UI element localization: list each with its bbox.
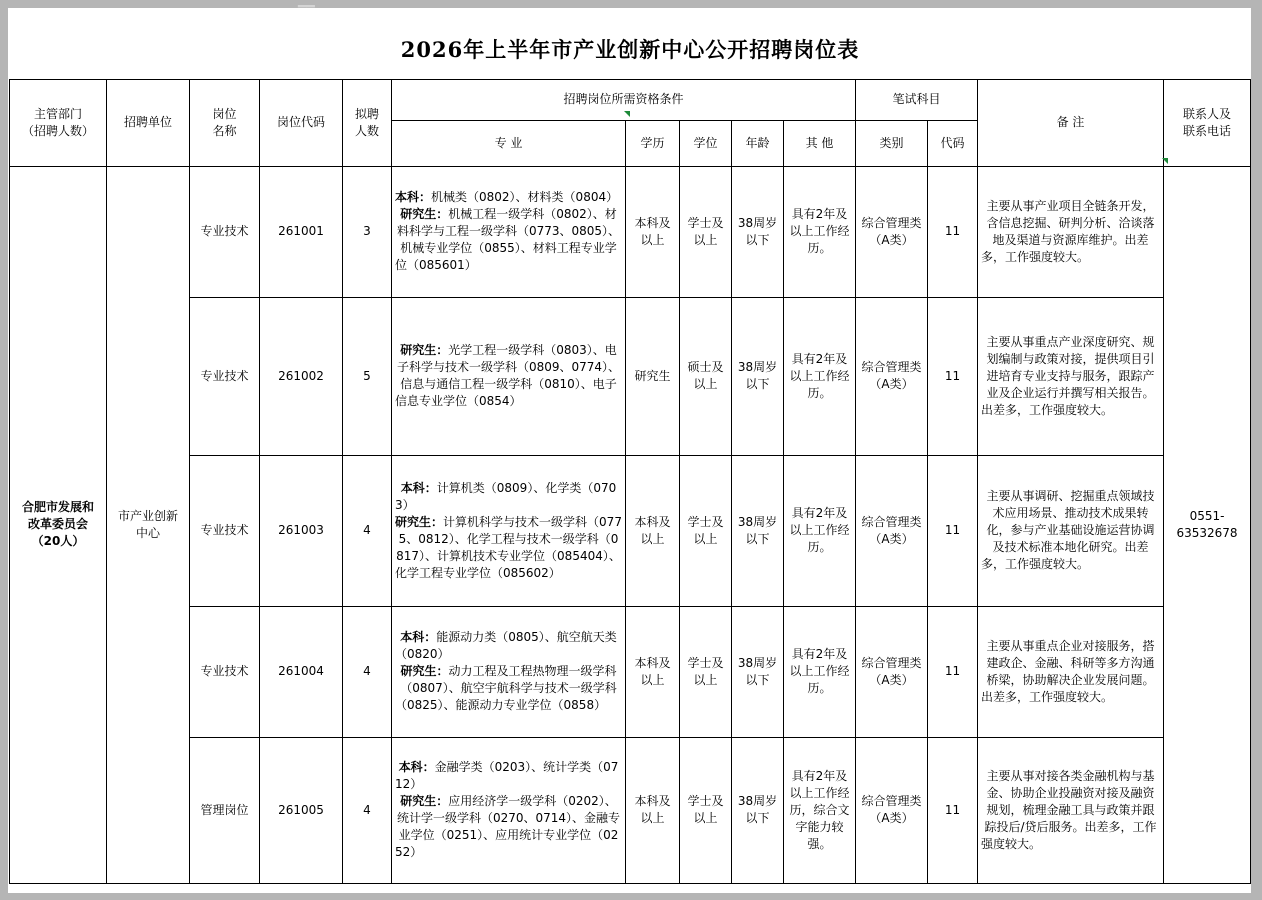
age-cell: 38周岁以下 (732, 606, 784, 737)
unit-cell (107, 166, 190, 883)
major-grad-text: 机械工程一级学科（0802）、材料科学与工程一级学科（0773、0805）、机械专业学位（0855）、材料工程专业学位（085601） (395, 207, 621, 272)
table-row (10, 606, 1251, 737)
header-post-name (190, 79, 260, 166)
other-cell: 具有2年及以上工作经历。 (784, 166, 856, 297)
table-row (10, 166, 1251, 297)
header-post-line1: 岗位 (212, 106, 237, 121)
background-faint-text: ━━ (298, 0, 324, 15)
exam-code-cell: 11 (928, 455, 978, 606)
header-department (10, 79, 107, 166)
header-department-line1: 主管部门 (33, 106, 82, 121)
education-cell: 本科及以上 (626, 737, 680, 883)
header-education: 学历 (626, 120, 680, 166)
major-grad-label: 研究生： (400, 207, 449, 221)
header-count-line2: 人数 (354, 123, 379, 138)
post-code-cell: 261005 (260, 737, 343, 883)
major-grad-text: 应用经济学一级学科（0202）、统计学一级学科（0270、0714）、金融专业学位（0251）、应用统计专业学位（0252） (395, 794, 621, 859)
degree-cell: 硕士及以上 (680, 297, 732, 455)
exam-category-cell: 综合管理类（A类） (856, 737, 928, 883)
exam-category-cell: 综合管理类（A类） (856, 166, 928, 297)
header-department-line2: （招聘人数） (21, 123, 94, 138)
remark-cell: 主要从事产业项目全链条开发，含信息挖掘、研判分析、洽谈落地及渠道与资源库维护。出差多，工作强度较大。 (978, 166, 1164, 297)
department-line2: 改革委员会 (27, 517, 88, 531)
major-undergrad-text: 能源动力类（0805）、航空航天类（0820） (395, 630, 617, 661)
remark-cell: 主要从事调研、挖掘重点领域技术应用场景、推动技术成果转化，参与产业基础设施运营协调及技术标准本地化研究。出差多，工作强度较大。 (978, 455, 1164, 606)
header-degree: 学位 (680, 120, 732, 166)
major-grad-text: 光学工程一级学科（0803）、电子科学与技术一级学科（0809、0774）、信息与通信工程一级学科（0810）、电子信息专业学位（0854） (395, 343, 621, 408)
table-row (10, 737, 1251, 883)
count-cell: 3 (343, 166, 392, 297)
major-cell (392, 297, 626, 455)
count-cell: 4 (343, 606, 392, 737)
exam-category-cell: 综合管理类（A类） (856, 606, 928, 737)
major-undergrad-text: 金融学类（0203）、统计学类（0712） (395, 760, 619, 791)
other-cell: 具有2年及以上工作经历。 (784, 455, 856, 606)
major-grad-label: 研究生： (400, 664, 449, 678)
header-post-code: 岗位代码 (260, 79, 343, 166)
age-cell: 38周岁以下 (732, 297, 784, 455)
degree-cell: 学士及以上 (680, 166, 732, 297)
header-exam: 笔试科目 (856, 79, 978, 120)
header-remarks: 备 注 (978, 79, 1164, 166)
header-contact-line1: 联系人及 (1183, 106, 1232, 121)
major-undergrad-label: 本科： (400, 480, 437, 495)
department-line1: 合肥市发展和 (21, 500, 94, 514)
major-undergrad-text: 计算机类（0809）、化学类（0703） (395, 480, 617, 512)
header-exam-code: 代码 (928, 120, 978, 166)
age-cell: 38周岁以下 (732, 455, 784, 606)
count-cell: 4 (343, 737, 392, 883)
major-undergrad-label: 本科： (395, 190, 432, 204)
education-cell: 研究生 (626, 297, 680, 455)
major-grad-label: 研究生： (395, 514, 444, 529)
remark-cell: 主要从事重点企业对接服务，搭建政企、金融、科研等多方沟通桥梁，协助解决企业发展问题。出差多，工作强度较大。 (978, 606, 1164, 737)
table-row (10, 297, 1251, 455)
header-count (343, 79, 392, 166)
post-name-cell: 专业技术 (190, 455, 260, 606)
degree-cell: 学士及以上 (680, 606, 732, 737)
post-code-cell: 261002 (260, 297, 343, 455)
education-cell: 本科及以上 (626, 455, 680, 606)
major-grad-label: 研究生： (400, 794, 449, 808)
table-row (10, 455, 1251, 606)
post-code-cell: 261004 (260, 606, 343, 737)
unit-line2: 中心 (135, 525, 160, 540)
age-cell: 38周岁以下 (732, 737, 784, 883)
other-cell: 具有2年及以上工作经历，综合文字能力较强。 (784, 737, 856, 883)
post-name-cell: 专业技术 (190, 297, 260, 455)
major-cell (392, 455, 626, 606)
cell-comment-indicator-icon (1162, 158, 1168, 164)
exam-category-cell: 综合管理类（A类） (856, 455, 928, 606)
post-name-cell: 管理岗位 (190, 737, 260, 883)
post-name-cell: 专业技术 (190, 606, 260, 737)
header-age: 年龄 (732, 120, 784, 166)
table-title: 2026年上半年市产业创新中心公开招聘岗位表 (10, 20, 1251, 79)
other-cell: 具有2年及以上工作经历。 (784, 297, 856, 455)
other-cell: 具有2年及以上工作经历。 (784, 606, 856, 737)
header-contact-line2: 联系电话 (1183, 123, 1232, 138)
exam-code-cell: 11 (928, 737, 978, 883)
recruitment-table (9, 20, 1251, 884)
major-undergrad-text: 机械类（0802）、材料类（0804） (431, 190, 619, 204)
header-post-line2: 名称 (212, 123, 237, 138)
post-code-cell: 261003 (260, 455, 343, 606)
remark-cell: 主要从事重点产业深度研究、规划编制与政策对接，提供项目引进培育专业支持与服务，跟踪产业及企业运行并撰写相关报告。出差多，工作强度较大。 (978, 297, 1164, 455)
major-cell (392, 166, 626, 297)
degree-cell: 学士及以上 (680, 737, 732, 883)
spreadsheet-sheet (8, 0, 1251, 893)
major-grad-text: 动力工程及工程热物理一级学科（0807）、航空宇航科学与技术一级学科（0825）、能源动力专业学位（0858） (395, 664, 617, 712)
header-other: 其 他 (784, 120, 856, 166)
header-count-line1: 拟聘 (354, 106, 379, 121)
exam-code-cell: 11 (928, 297, 978, 455)
post-code-cell: 261001 (260, 166, 343, 297)
count-cell: 5 (343, 297, 392, 455)
unit-line1: 市产业创新 (117, 508, 178, 523)
age-cell: 38周岁以下 (732, 166, 784, 297)
contact-line2: 63532678 (1176, 525, 1238, 540)
remark-cell: 主要从事对接各类金融机构与基金、协助企业投融资对接及融资规划，梳理金融工具与政策并跟踪投后/贷后服务。出差多，工作强度较大。 (978, 737, 1164, 883)
cell-comment-indicator-icon (624, 111, 630, 117)
major-grad-text: 计算机科学与技术一级学科（0775、0812）、化学工程与技术一级学科（0817）、计算机技术专业学位（085404）、化学工程专业学位（085602） (395, 514, 622, 580)
exam-category-cell: 综合管理类（A类） (856, 297, 928, 455)
header-contact (1164, 79, 1251, 166)
contact-cell (1164, 166, 1251, 883)
education-cell: 本科及以上 (626, 166, 680, 297)
major-cell (392, 737, 626, 883)
header-unit: 招聘单位 (107, 79, 190, 166)
degree-cell: 学士及以上 (680, 455, 732, 606)
post-name-cell: 专业技术 (190, 166, 260, 297)
major-undergrad-label: 本科： (398, 760, 435, 774)
education-cell: 本科及以上 (626, 606, 680, 737)
header-exam-category: 类别 (856, 120, 928, 166)
contact-line1: 0551- (1189, 508, 1225, 523)
exam-code-cell: 11 (928, 166, 978, 297)
major-undergrad-label: 本科： (400, 630, 437, 644)
exam-code-cell: 11 (928, 606, 978, 737)
header-major: 专 业 (392, 120, 626, 166)
major-grad-label: 研究生： (400, 343, 449, 357)
major-cell (392, 606, 626, 737)
header-qualifications: 招聘岗位所需资格条件 (392, 79, 856, 120)
department-line3: （20人） (31, 534, 85, 548)
count-cell: 4 (343, 455, 392, 606)
department-cell (10, 166, 107, 883)
